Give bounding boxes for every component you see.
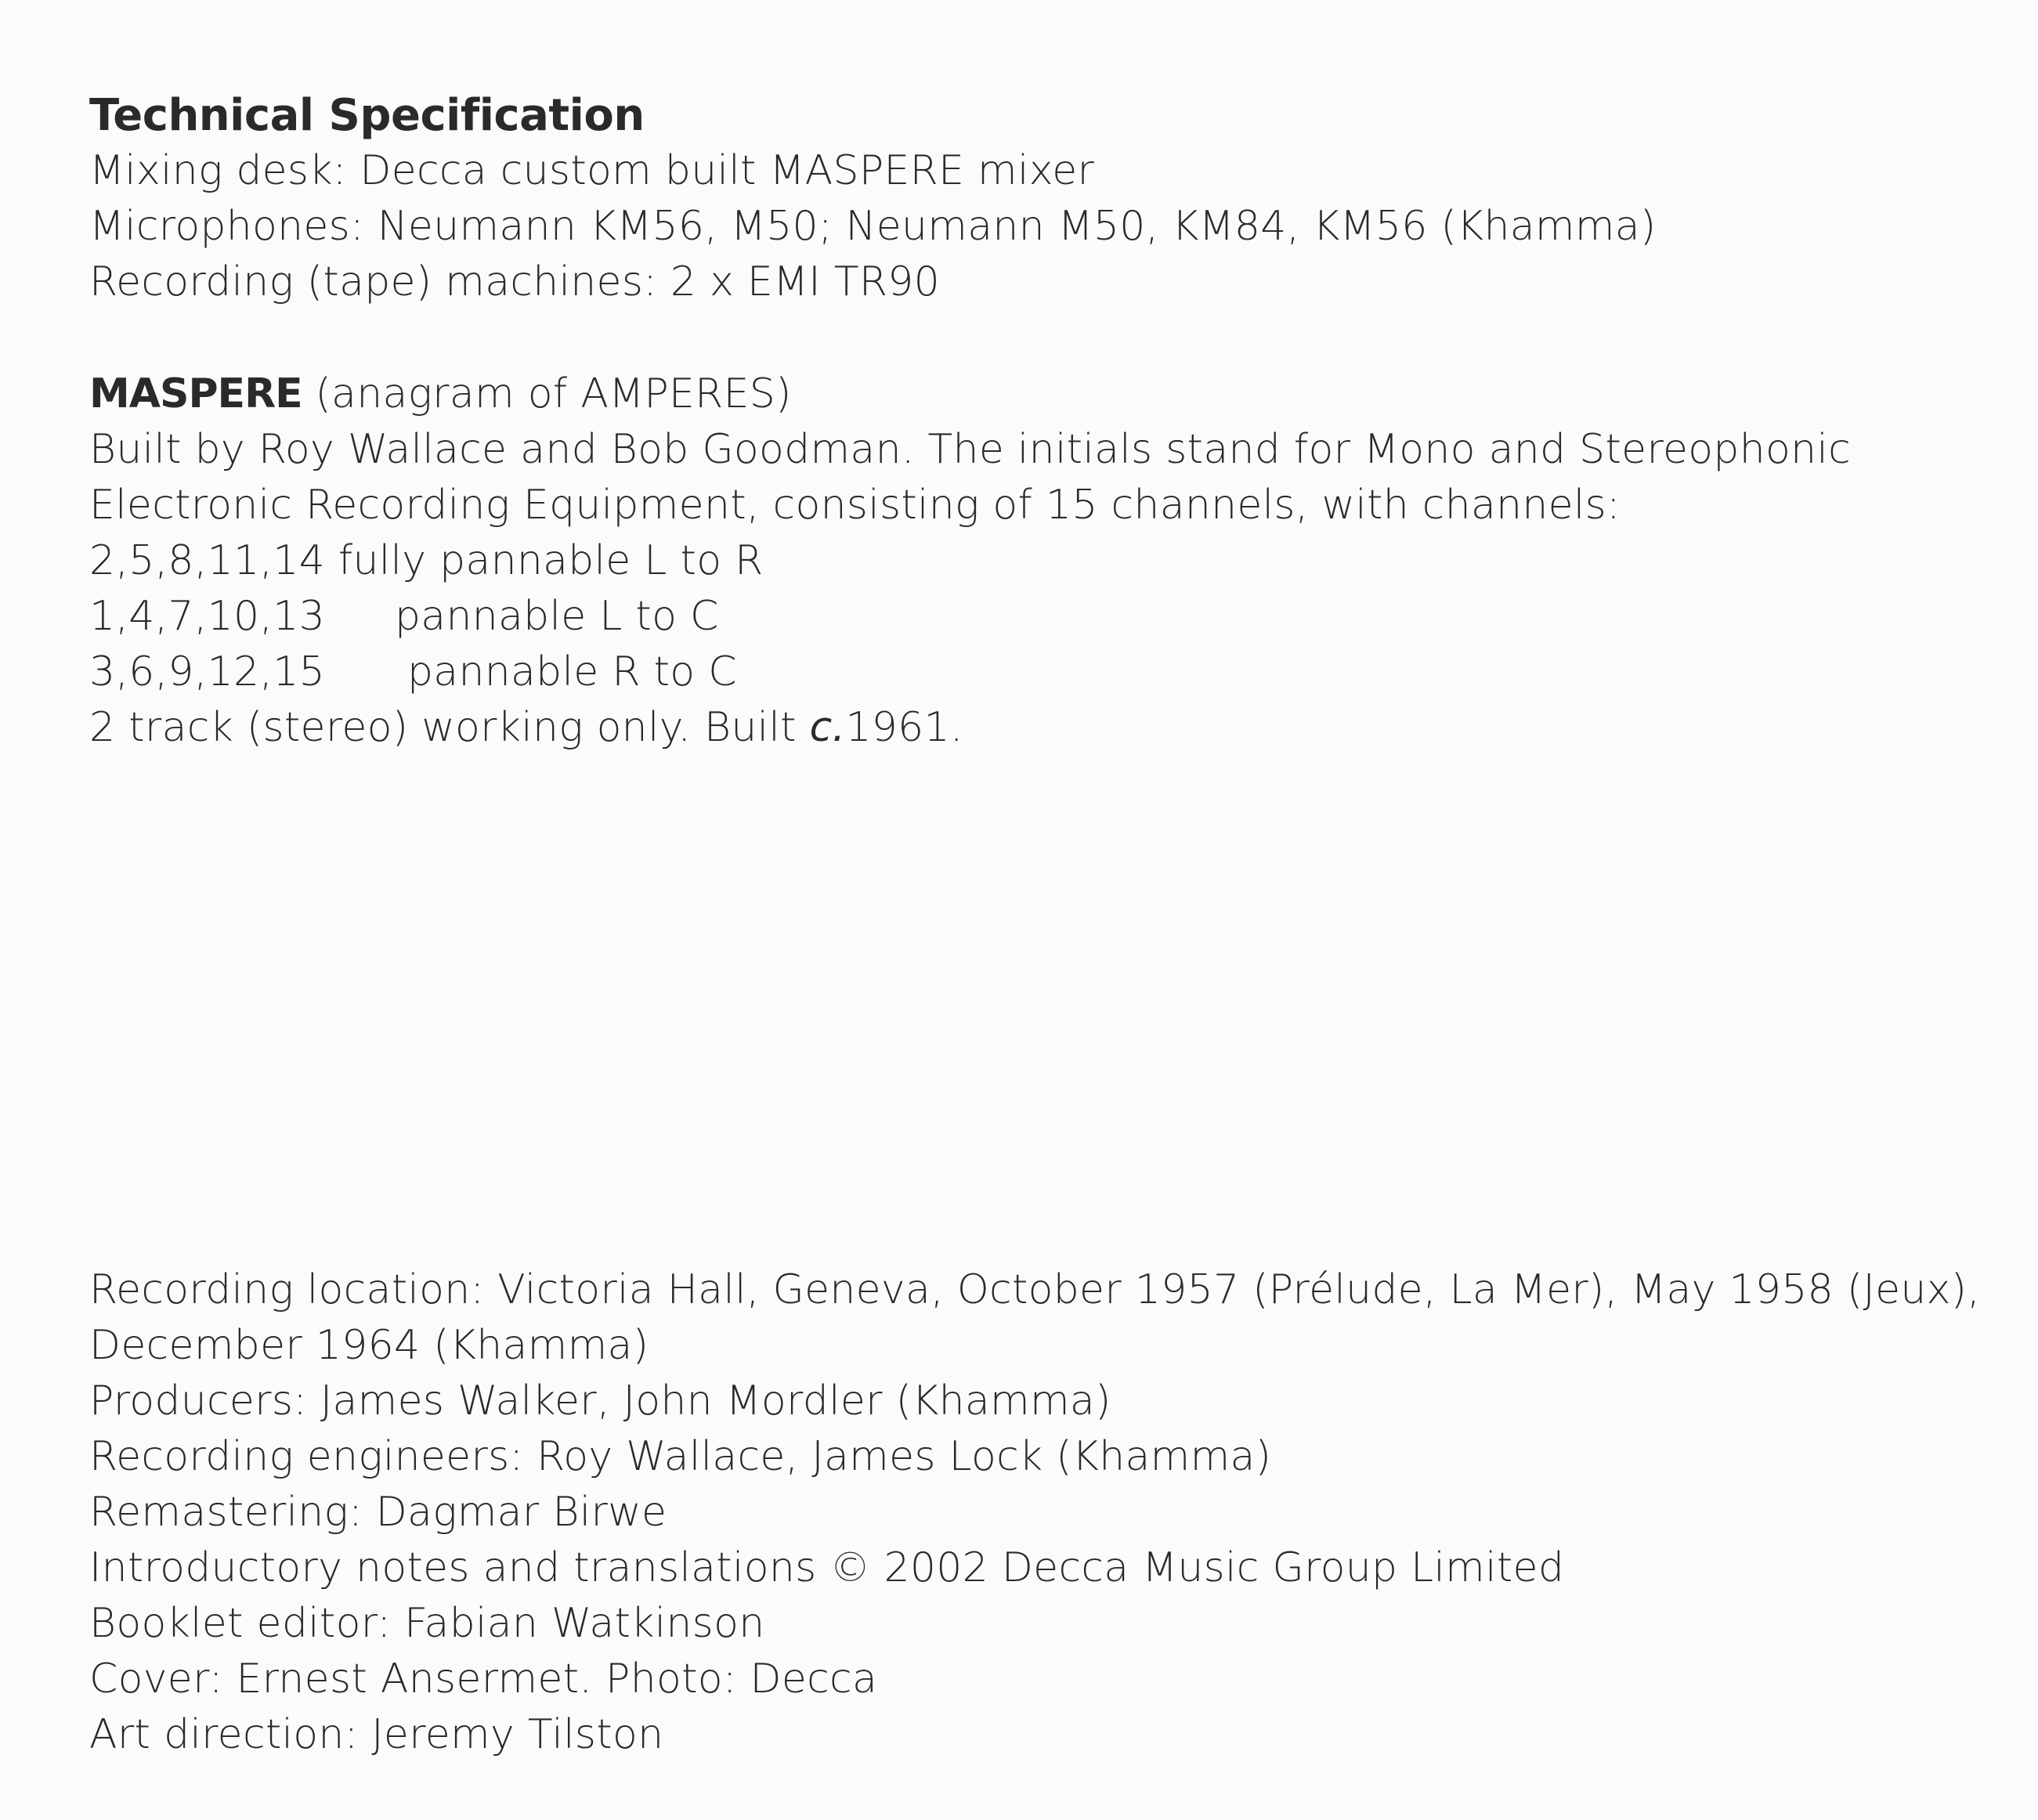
maspere-term-note: (anagram of AMPERES): [302, 370, 792, 417]
recording-engineers-line: Recording engineers: Roy Wallace, James Lock (Khamma): [89, 1433, 1272, 1480]
maspere-term: MASPERE: [89, 370, 302, 417]
cover-line: Cover: Ernest Ansermet. Photo: Decca: [89, 1656, 878, 1703]
maspere-description-line: Built by Roy Wallace and Bob Goodman. The initials stand for Mono and Stereophonic: [89, 426, 1851, 473]
channel-row: [89, 589, 1991, 645]
channel-pan-description: pannable L to C: [395, 593, 719, 640]
recording-location-continued-line: December 1964 (Khamma): [89, 1322, 649, 1369]
mixing-desk-line: Mixing desk: Decca custom built MASPERE mixer: [89, 147, 1095, 194]
channel-row: [89, 645, 1991, 700]
booklet-editor-line: Booklet editor: Fabian Watkinson: [89, 1600, 765, 1647]
recording-machines-line: Recording (tape) machines: 2 x EMI TR90: [89, 258, 941, 305]
closing-text: 2 track (stereo) working only. Built: [89, 704, 810, 751]
maspere-section: [89, 367, 1991, 756]
channel-numbers: 1,4,7,10,13: [89, 593, 326, 640]
maspere-closing-line: [89, 700, 1991, 756]
credits-section: [89, 1262, 1991, 1763]
recording-location-line: Recording location: Victoria Hall, Geneva, October 1957 (Prélude, La Mer), May 1958 (Jeux),: [89, 1266, 1981, 1313]
section-heading: Technical Specification: [89, 90, 645, 141]
circa-abbrev: c.: [809, 704, 846, 751]
closing-year: 1961.: [845, 704, 963, 751]
channel-pan-description: pannable R to C: [407, 648, 737, 695]
channel-row: 2,5,8,11,14 fully pannable L to R: [89, 537, 764, 584]
producers-line: Producers: James Walker, John Mordler (Khamma): [89, 1378, 1111, 1425]
notes-copyright-line: Introductory notes and translations © 2002 Decca Music Group Limited: [89, 1544, 1565, 1591]
remastering-line: Remastering: Dagmar Birwe: [89, 1489, 667, 1536]
technical-specification-section: [89, 88, 1991, 310]
art-direction-line: Art direction: Jeremy Tilston: [89, 1711, 664, 1758]
maspere-description-line: Electronic Recording Equipment, consisting of 15 channels, with channels:: [89, 482, 1621, 529]
maspere-title-line: [89, 367, 1991, 422]
channel-numbers: 3,6,9,12,15: [89, 648, 326, 695]
microphones-line: Microphones: Neumann KM56, M50; Neumann M50, KM84, KM56 (Khamma): [89, 203, 1657, 250]
